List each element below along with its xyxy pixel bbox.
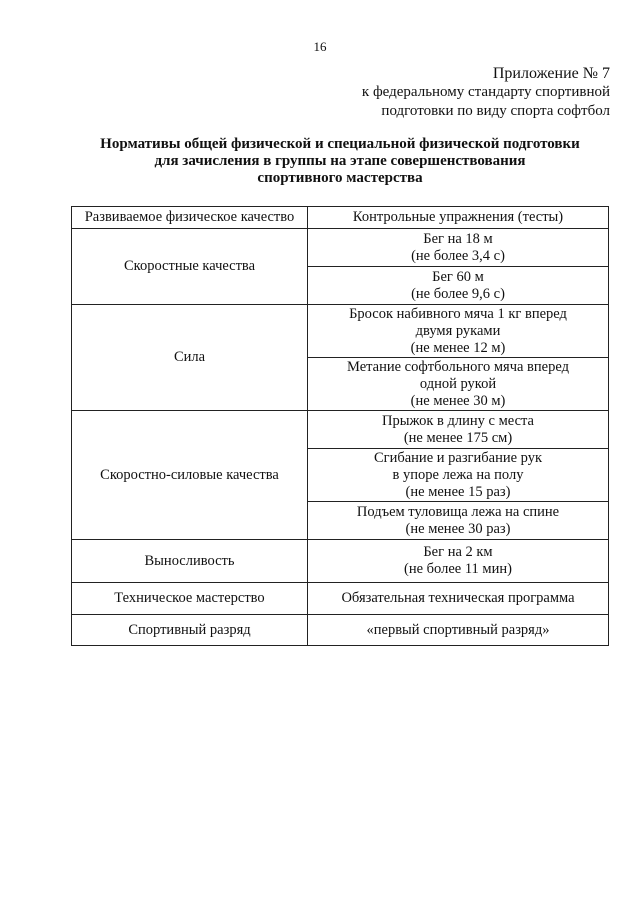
appendix-line: подготовки по виду спорта софтбол [381,103,610,119]
test-line: Обязательная техническая программа [341,590,575,606]
quality-cell: Техническое мастерство [72,583,308,615]
test-line: «первый спортивный разряд» [366,621,550,638]
test-line: в упоре лежа на полу [392,466,524,483]
table-row [72,305,609,358]
table-row [72,583,609,615]
test-line: Прыжок в длину с места [382,412,534,429]
test-cell [308,583,609,615]
header-quality: Развиваемое физическое качество [72,207,308,229]
norms-table [71,206,609,646]
test-line: (не более 11 мин) [404,561,512,577]
document-title [60,136,620,187]
test-line: (не менее 175 см) [403,429,513,446]
table-row [72,229,609,267]
quality-cell: Скоростно-силовые качества [72,411,308,540]
appendix-line: к федеральному стандарту спортивной [361,84,610,100]
title-line: Нормативы общей физической и специальной физической подготовки [100,136,580,152]
header-tests: Контрольные упражнения (тесты) [308,207,609,229]
appendix-number: Приложение № 7 [492,65,610,82]
table-row [72,615,609,646]
test-line: (не менее 12 м) [410,339,506,356]
test-line: (не менее 15 раз) [405,483,511,500]
appendix-note [290,64,610,121]
test-line: Бег на 2 км [423,544,493,560]
test-cell [308,267,609,305]
test-cell [308,229,609,267]
test-line: (не более 3,4 с) [411,247,505,264]
table-header-row [72,207,609,229]
quality-cell: Сила [72,305,308,411]
test-line: Сгибание и разгибание рук [373,449,543,466]
test-line: одной рукой [419,375,497,392]
test-cell [308,305,609,358]
test-line: двумя руками [415,322,501,339]
table-body [72,229,609,646]
test-cell [308,358,609,411]
page-number: 16 [313,39,327,54]
test-line: Метание софтбольного мяча вперед [347,358,569,375]
test-line: Бег на 18 м [423,230,493,247]
title-line: спортивного мастерства [257,170,423,186]
test-line: (не более 9,6 с) [411,285,505,302]
table-row [72,540,609,583]
test-line: (не менее 30 м) [410,392,506,409]
test-cell [308,449,609,502]
test-line: (не менее 30 раз) [405,520,511,537]
quality-cell: Скоростные качества [72,229,308,305]
test-cell [308,540,609,583]
test-cell [308,502,609,540]
table-row [72,411,609,449]
test-cell [308,615,609,646]
title-line: для зачисления в группы на этапе совершенствования [154,153,526,169]
quality-cell: Выносливость [72,540,308,583]
test-line: Подъем туловища лежа на спине [356,503,560,520]
test-line: Бросок набивного мяча 1 кг вперед [349,305,567,322]
test-line: Бег 60 м [432,268,484,285]
quality-cell: Спортивный разряд [72,615,308,646]
test-cell [308,411,609,449]
